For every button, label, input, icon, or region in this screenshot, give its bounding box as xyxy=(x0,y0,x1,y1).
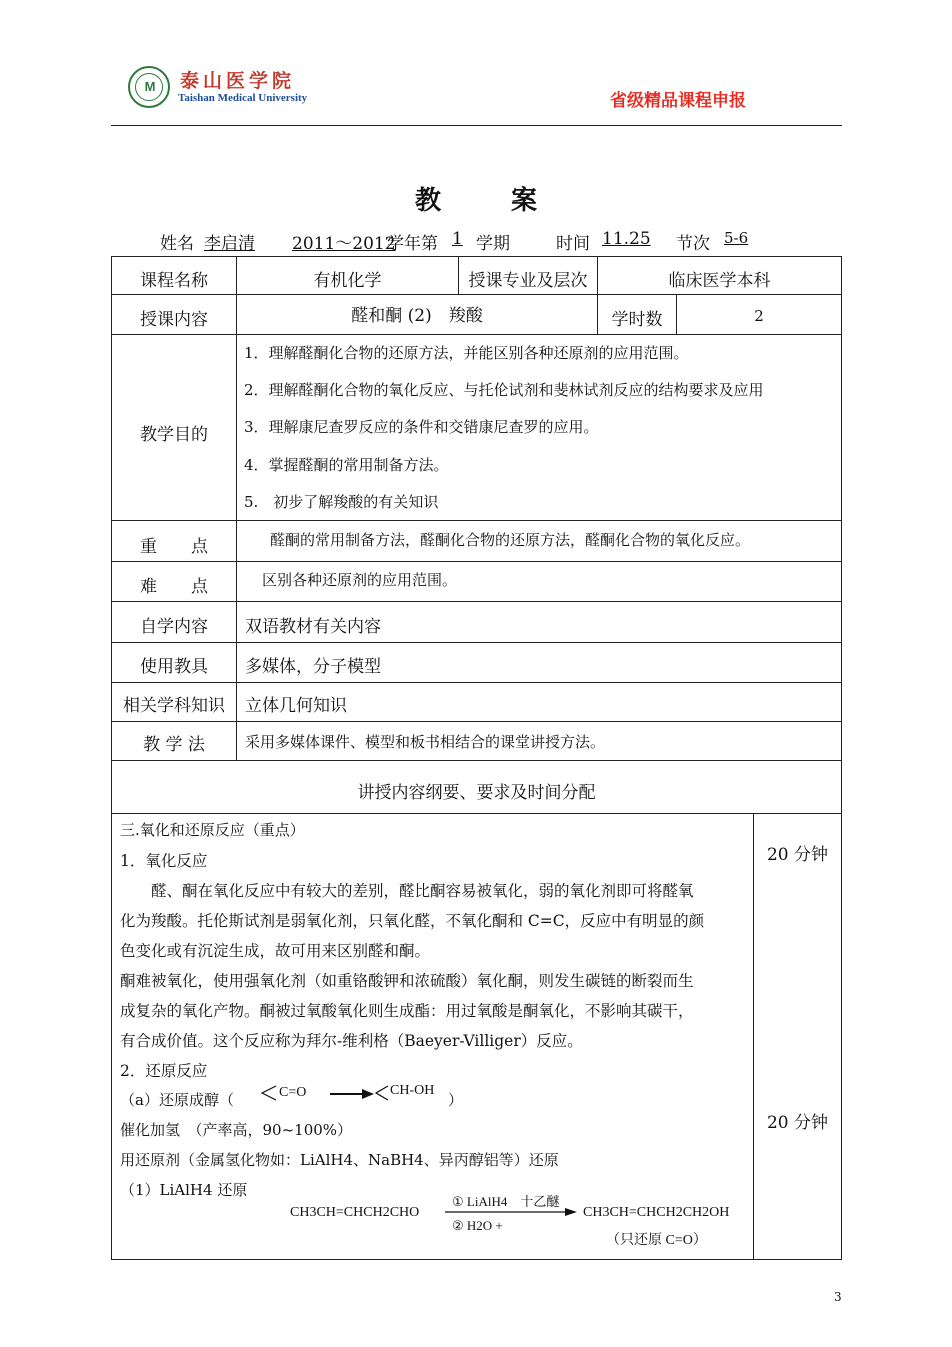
term: 1 xyxy=(452,229,463,249)
lesson-content: 醛和酮 (2) 羧酸 xyxy=(351,306,483,326)
carbonyl-group: C=O xyxy=(279,1085,307,1100)
reaction-arrow xyxy=(445,1206,580,1218)
self-study-label: 自学内容 xyxy=(140,617,208,637)
paragraph-line: 色变化或有沉淀生成，故可用来区别醛和酮。 xyxy=(120,942,431,960)
time-allocation-1: 20 分钟 xyxy=(766,845,829,865)
alcohol-group: CH-OH xyxy=(390,1083,435,1098)
section-value: 5-6 xyxy=(724,229,749,247)
paragraph-line: 有合成价值。这个反应称为拜尔-维利格（Baeyer-Villiger）反应。 xyxy=(120,1032,583,1050)
paragraph-line: （1）LiAlH4 还原 xyxy=(120,1181,248,1199)
related-knowledge: 立体几何知识 xyxy=(245,696,347,716)
paragraph-line: 催化加氢 （产率高，90~100%） xyxy=(120,1121,353,1139)
tools: 多媒体，分子模型 xyxy=(245,657,381,677)
page-number: 3 xyxy=(834,1290,842,1304)
difficult-points: 区别各种还原剂的应用范围。 xyxy=(262,571,458,589)
hours: 2 xyxy=(754,307,764,325)
time-value: 11.25 xyxy=(602,229,651,249)
objective-item: 5. 初步了解羧酸的有关知识 xyxy=(244,493,439,511)
term-suffix: 学期 xyxy=(476,234,510,254)
outline-header: 讲授内容纲要、要求及时间分配 xyxy=(357,783,596,803)
subsection-heading: 2．还原反应 xyxy=(120,1062,208,1080)
university-name-en: Taishan Medical University xyxy=(178,92,308,104)
product: CH3CH=CHCH2CH2OH xyxy=(583,1205,730,1220)
paragraph-line: 化为羧酸。托伦斯试剂是弱氧化剂，只氧化醛，不氧化酮和 C=C，反应中有明显的颜 xyxy=(120,912,705,930)
major-label: 授课专业及层次 xyxy=(468,271,588,291)
teaching-method: 采用多媒体课件、模型和板书相结合的课堂讲授方法。 xyxy=(245,733,606,751)
related-label: 相关学科知识 xyxy=(123,696,225,716)
objective-item: 3．理解康尼查罗反应的条件和交错康尼查罗的应用。 xyxy=(244,418,599,436)
difficult-label: 难 点 xyxy=(140,577,208,597)
section-heading: 三.氧化和还原反应（重点） xyxy=(120,821,305,839)
reagent-1: ① LiAlH4 十乙醚 xyxy=(452,1194,560,1209)
paragraph-line: 用还原剂（金属氢化物如：LiAlH4、NaBH4、异丙醇铝等）还原 xyxy=(120,1151,559,1169)
section-label: 节次 xyxy=(676,234,710,254)
header-divider xyxy=(111,125,842,126)
tools-label: 使用教具 xyxy=(140,657,208,677)
content-label: 授课内容 xyxy=(140,310,208,330)
academic-year: 2011～2012 xyxy=(292,234,396,254)
method-label: 教 学 法 xyxy=(143,735,205,755)
major: 临床医学本科 xyxy=(668,271,771,291)
header-right-title: 省级精品课程申报 xyxy=(610,91,746,111)
reagent-2: ② H2O + xyxy=(452,1218,503,1233)
year-suffix: 学年第 xyxy=(387,234,438,254)
university-name-cn: 泰山医学院 xyxy=(180,70,296,92)
objective-item: 1．理解醛酮化合物的还原方法，并能区别各种还原剂的应用范围。 xyxy=(244,344,689,362)
course-name: 有机化学 xyxy=(313,271,382,291)
objective-item: 2．理解醛酮化合物的氧化反应、与托伦试剂和斐林试剂反应的结构要求及应用 xyxy=(244,381,764,399)
reduction-line-start: （a）还原成醇（ xyxy=(120,1091,234,1109)
reaction-note: （只还原 C=O） xyxy=(606,1233,707,1248)
reactant: CH3CH=CHCH2CHO xyxy=(290,1205,420,1220)
objectives-label: 教学目的 xyxy=(140,425,208,445)
reduction-line-end: ） xyxy=(448,1091,464,1109)
subsection-heading: 1．氧化反应 xyxy=(120,852,208,870)
time-label: 时间 xyxy=(556,234,590,254)
paragraph-line: 成复杂的氧化产物。酮被过氧酸氧化则生成酯：用过氧酸是酮氧化，不影响其碳干， xyxy=(120,1002,694,1020)
page-title: 教 案 xyxy=(414,186,538,216)
paragraph-line: 醛、酮在氧化反应中有较大的差别，醛比酮容易被氧化，弱的氧化剂即可将醛氧 xyxy=(120,882,694,900)
self-study: 双语教材有关内容 xyxy=(245,617,381,637)
key-label: 重 点 xyxy=(140,537,208,557)
key-points: 醛酮的常用制备方法，醛酮化合物的还原方法，醛酮化合物的氧化反应。 xyxy=(270,531,751,549)
time-allocation-2: 20 分钟 xyxy=(766,1113,829,1133)
hours-label: 学时数 xyxy=(611,310,663,330)
university-logo: M xyxy=(128,66,170,108)
paragraph-line: 酮难被氧化，使用强氧化剂（如重铬酸钾和浓硫酸）氧化酮，则发生碳链的断裂而生 xyxy=(120,972,694,990)
objective-item: 4．掌握醛酮的常用制备方法。 xyxy=(244,456,449,474)
course-name-label: 课程名称 xyxy=(140,271,208,291)
name-label: 姓名 xyxy=(160,234,194,254)
teacher-name: 李启清 xyxy=(204,234,255,254)
